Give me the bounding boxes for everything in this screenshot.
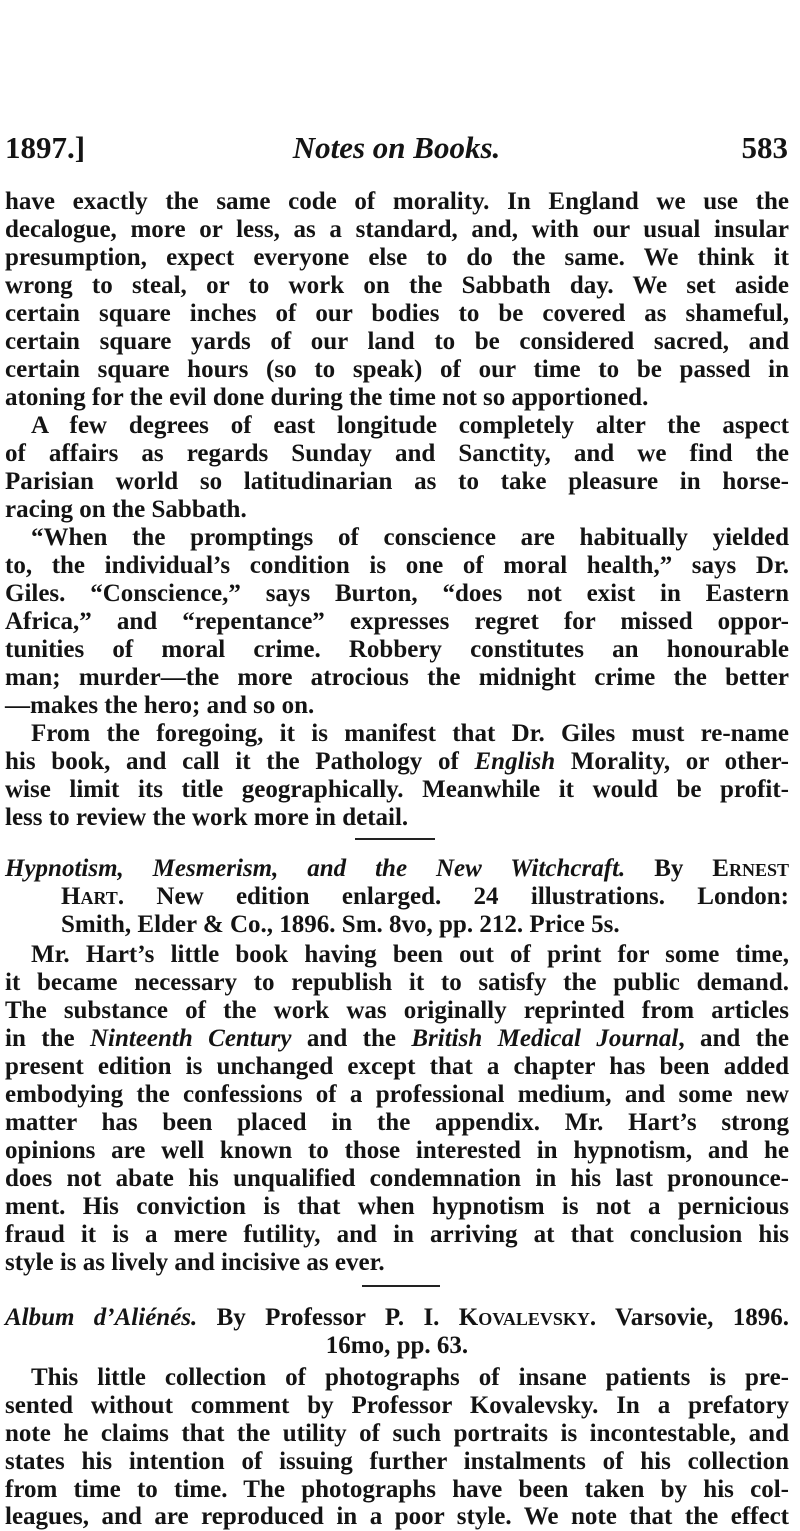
text-line: certain square inches of our bodies to be covered as shameful,	[5, 300, 789, 327]
text-line: does not abate his unqualified condemnation in his last pronounce-	[5, 1165, 789, 1192]
text-line: wise limit its title geographically. Meanwhile it would be profit-	[5, 776, 789, 803]
text-line: Parisian world so latitudinarian as to take pleasure in horse-	[5, 468, 789, 495]
text-line: have exactly the same code of morality. In England we use the	[5, 188, 789, 215]
text-line: From the foregoing, it is manifest that Dr. Giles must re-name	[31, 720, 789, 747]
running-head	[5, 128, 788, 168]
review-heading: Album d’Aliénés. By Professor P. I. Kovalevsky. Varsovie, 1896.	[5, 1304, 790, 1331]
text-line: certain square yards of our land to be considered sacred, and	[5, 328, 789, 355]
review-heading: 16mo, pp. 63.	[325, 1332, 469, 1359]
text-line: less to review the work more in detail.	[5, 804, 409, 831]
review-heading: Hart. New edition enlarged. 24 illustrations. London:	[61, 883, 789, 910]
text-line: embodying the confessions of a professional medium, and some new	[5, 1081, 789, 1108]
text-line: style is as lively and incisive as ever.	[5, 1249, 385, 1276]
text-line: leagues, and are reproduced in a poor style. We note that the effect	[5, 1503, 789, 1530]
review-heading: Smith, Elder & Co., 1896. Sm. 8vo, pp. 212. Price 5s.	[61, 911, 620, 938]
author-name: Kovalevsky	[458, 1304, 590, 1331]
emphasis-text: English	[474, 748, 556, 775]
text-line: Africa,” and “repentance” expresses regret for missed oppor-	[5, 608, 789, 635]
text-line: ment. His conviction is that when hypnotism is not a pernicious	[5, 1193, 789, 1220]
text-line: sented without comment by Professor Kovalevsky. In a prefatory	[5, 1392, 789, 1419]
text-line: present edition is unchanged except that a chapter has been added	[5, 1053, 789, 1080]
book-title: Album d’Aliénés.	[5, 1304, 198, 1331]
text-line: —makes the hero; and so on.	[5, 692, 315, 719]
journal-title: British Medical Journal	[411, 1025, 679, 1052]
text-line: “When the promptings of conscience are habitually yielded	[31, 524, 789, 551]
text-line: A few degrees of east longitude completely alter the aspect	[31, 412, 789, 439]
text-line: presumption, expect everyone else to do the same. We think it	[5, 244, 789, 271]
text-line: Giles. “Conscience,” says Burton, “does not exist in Eastern	[5, 580, 789, 607]
text-line: certain square hours (so to speak) of our time to be passed in	[5, 356, 789, 383]
text-line: tunities of moral crime. Robbery constitutes an honourable	[5, 636, 789, 663]
text-line: to, the individual’s condition is one of moral health,” says Dr.	[5, 552, 789, 579]
text-line: his book, and call it the Pathology of English Morality, or other-	[5, 748, 789, 775]
text-line: man; murder—the more atrocious the midnight crime the better	[5, 664, 789, 691]
book-title: Hypnotism, Mesmerism, and the New Witchcraft.	[5, 855, 626, 882]
author-name: Hart	[61, 883, 118, 910]
page-number: 583	[741, 130, 788, 165]
section-divider	[362, 1285, 440, 1287]
text-line: atoning for the evil done during the time not so apportioned.	[5, 384, 649, 411]
text-line: from time to time. The photographs have been taken by his col-	[5, 1476, 789, 1503]
review-heading: Hypnotism, Mesmerism, and the New Witchcraft. By Ernest	[5, 855, 789, 882]
text-line: This little collection of photographs of insane patients is pre-	[31, 1364, 789, 1391]
running-title: Notes on Books.	[292, 130, 501, 165]
text-line: of affairs as regards Sunday and Sanctity, and we find the	[5, 440, 789, 467]
section-divider	[355, 838, 435, 840]
text-line: note he claims that the utility of such portraits is incontestable, and	[5, 1420, 789, 1447]
text-line: The substance of the work was originally reprinted from articles	[5, 997, 789, 1024]
text-line: it became necessary to republish it to satisfy the public demand.	[5, 969, 789, 996]
text-line: matter has been placed in the appendix. Mr. Hart’s strong	[5, 1109, 789, 1136]
text-line: states his intention of issuing further instalments of his collection	[5, 1448, 789, 1475]
text-line: Mr. Hart’s little book having been out of print for some time,	[31, 941, 789, 968]
text-line: fraud it is a mere futility, and in arriving at that conclusion his	[5, 1221, 789, 1248]
volume-year: 1897.]	[5, 130, 86, 165]
text-line: in the Ninteenth Century and the British Medical Journal, and the	[5, 1025, 789, 1052]
text-line: decalogue, more or less, as a standard, and, with our usual insular	[5, 216, 789, 243]
text-line: racing on the Sabbath.	[5, 496, 247, 523]
author-name: Ernest	[712, 855, 789, 882]
text-line: opinions are well known to those interested in hypnotism, and he	[5, 1137, 789, 1164]
text-line: wrong to steal, or to work on the Sabbath day. We set aside	[5, 272, 789, 299]
journal-title: Ninteenth Century	[89, 1025, 292, 1052]
